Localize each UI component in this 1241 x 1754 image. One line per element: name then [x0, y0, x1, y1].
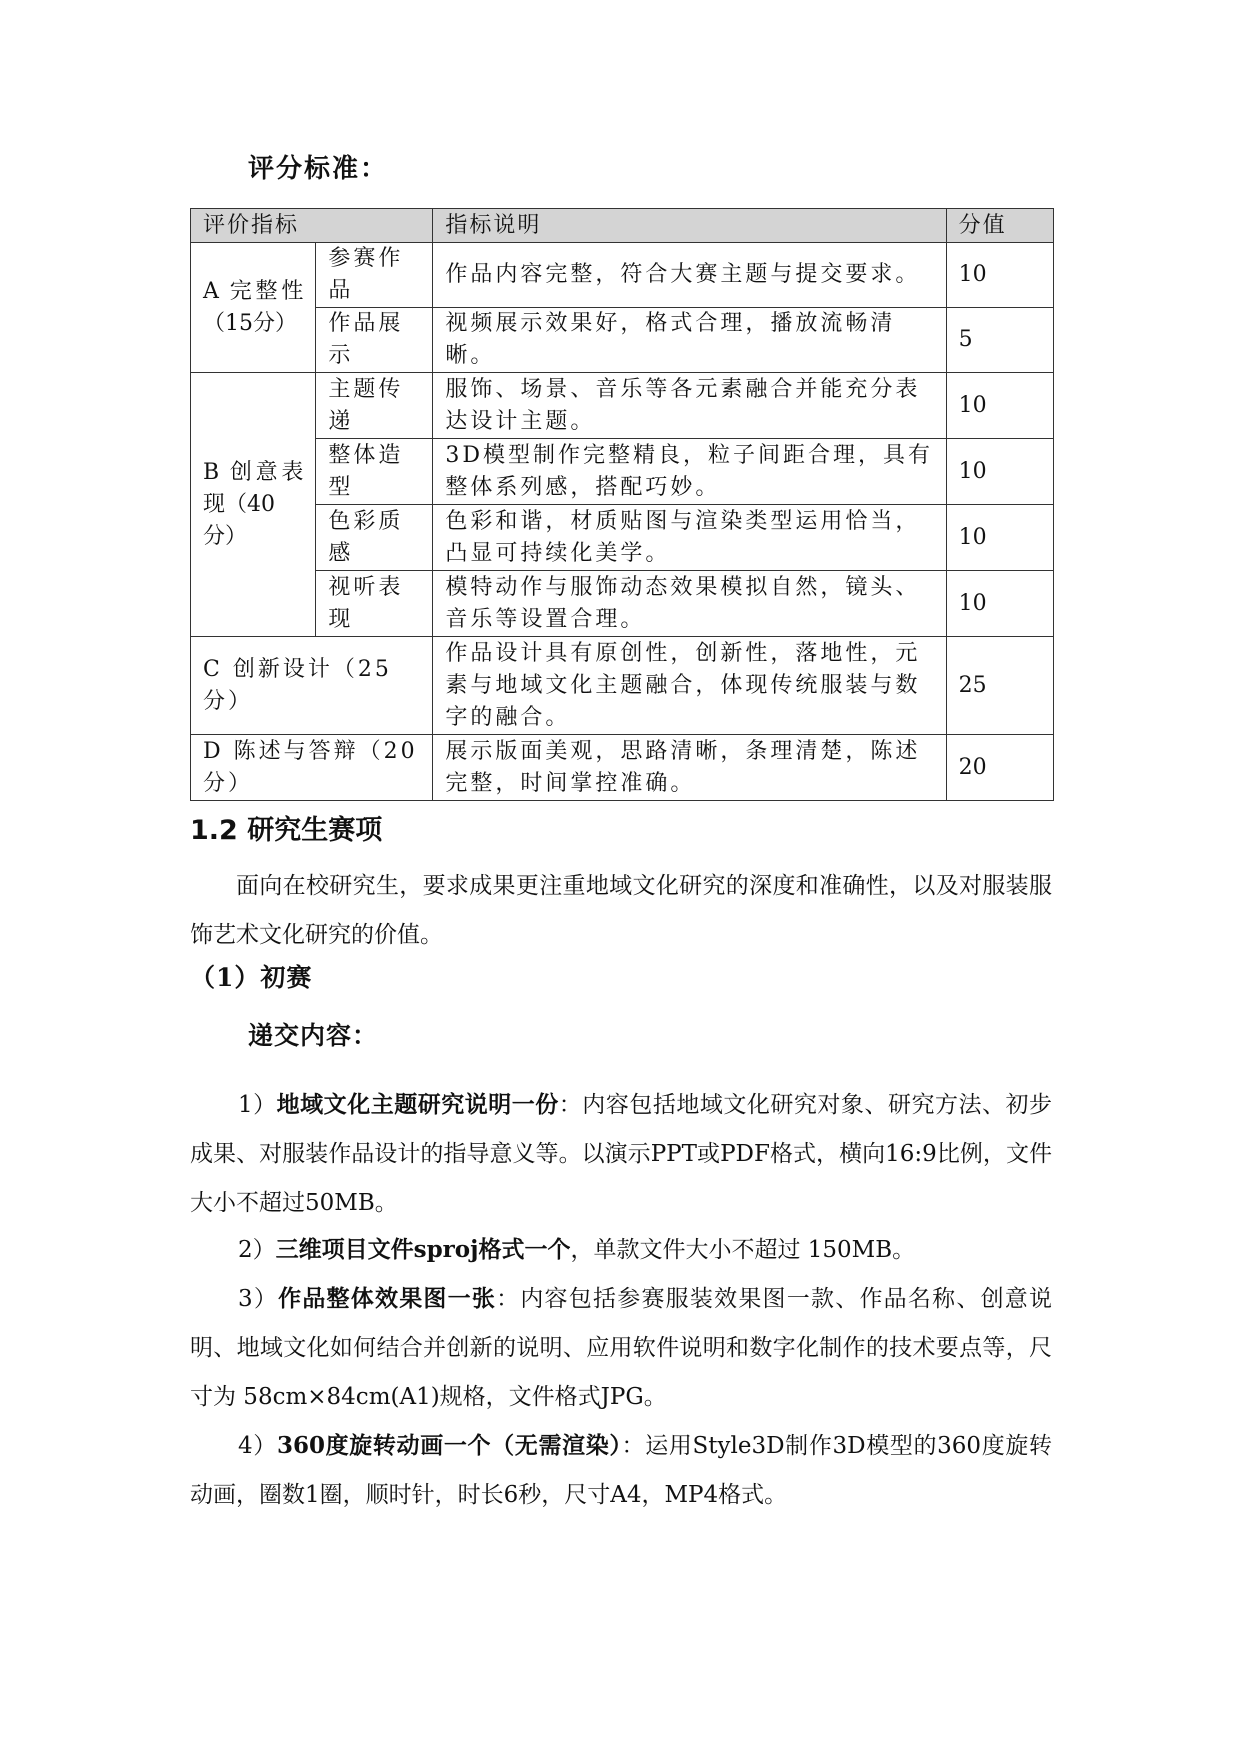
- criteria-table: [190, 208, 1054, 801]
- score-cell: 5: [946, 308, 1053, 373]
- sub-indicator: 整体造型: [316, 439, 433, 505]
- item-text: ：运用Style3D制作3D模型的360度旋转动画，圈数1圈，顺时针，时长6秒，尺寸A4，MP4格式。: [190, 1433, 1052, 1508]
- sub-indicator: 作品展示: [316, 308, 433, 373]
- sub-indicator: 色彩质感: [316, 505, 433, 571]
- item-number: 2）: [238, 1237, 276, 1263]
- description-cell: 3D模型制作完整精良，粒子间距合理，具有整体系列感，搭配巧妙。: [433, 439, 946, 505]
- description-cell: 服饰、场景、音乐等各元素融合并能充分表达设计主题。: [433, 373, 946, 439]
- category-b-line1: B 创意表: [203, 459, 304, 485]
- description-cell: 展示版面美观，思路清晰，条理清楚，陈述完整，时间掌控准确。: [433, 735, 946, 801]
- sub-indicator: 参赛作品: [316, 243, 433, 308]
- table-row: [191, 637, 1054, 735]
- table-row: [191, 243, 1054, 308]
- score-cell: 25: [946, 637, 1053, 735]
- item-number: 1）: [238, 1092, 277, 1118]
- table-row: [191, 571, 1054, 637]
- item-lead: 三维项目文件sproj格式一个: [275, 1236, 571, 1263]
- table-row: [191, 439, 1054, 505]
- description-cell: 视频展示效果好，格式合理，播放流畅清晰。: [433, 308, 946, 373]
- item-number: 3）: [238, 1286, 279, 1312]
- category-a-line1: A 完整性: [203, 278, 304, 304]
- sub-indicator: 视听表现: [316, 571, 433, 637]
- description-cell: 作品设计具有原创性，创新性，落地性，元素与地域文化主题融合，体现传统服装与数字的融合。: [433, 637, 946, 735]
- item-text: ：内容包括参赛服装效果图一款、作品名称、创意说明、地域文化如何结合并创新的说明、应用软件说明和数字化制作的技术要点等，尺寸为 58cm×84cm(A1)规格，文件格式JPG。: [190, 1286, 1053, 1410]
- header-score: 分值: [946, 209, 1053, 243]
- item-text: ：内容包括地域文化研究对象、研究方法、初步成果、对服装作品设计的指导意义等。以演示PPT或PDF格式，横向16:9比例，文件大小不超过50MB。: [190, 1092, 1053, 1216]
- category-cell-c: C 创新设计（25分）: [191, 637, 433, 735]
- category-cell-a: [191, 243, 316, 373]
- score-cell: 10: [946, 243, 1053, 308]
- score-cell: 10: [946, 373, 1053, 439]
- category-cell-d: D 陈述与答辩（20分）: [191, 735, 433, 801]
- list-item: [190, 1225, 1052, 1275]
- header-indicator: 评价指标: [191, 209, 433, 243]
- item-lead: 作品整体效果图一张: [278, 1285, 497, 1312]
- description-cell: 作品内容完整，符合大赛主题与提交要求。: [433, 243, 946, 308]
- score-cell: 10: [946, 571, 1053, 637]
- header-description: 指标说明: [433, 209, 946, 243]
- table-row: [191, 308, 1054, 373]
- list-item: [190, 1080, 1052, 1228]
- table-row: [191, 505, 1054, 571]
- score-cell: 10: [946, 439, 1053, 505]
- stage-heading: （1）初赛: [190, 963, 313, 992]
- score-heading: 评分标准：: [248, 154, 389, 184]
- sub-indicator: 主题传递: [316, 373, 433, 439]
- list-item: [190, 1274, 1052, 1422]
- score-cell: 10: [946, 505, 1053, 571]
- score-cell: 20: [946, 735, 1053, 801]
- description-cell: 色彩和谐，材质贴图与渲染类型运用恰当，凸显可持续化美学。: [433, 505, 946, 571]
- category-a-line2: （15分）: [203, 310, 297, 336]
- item-text: ，单款文件大小不超过 150MB。: [570, 1237, 916, 1263]
- section-title: 1.2 研究生赛项: [190, 815, 383, 846]
- item-lead: 地域文化主题研究说明一份: [276, 1091, 559, 1118]
- category-b-line2: 现（40分）: [203, 491, 275, 549]
- submit-heading: 递交内容：: [248, 1021, 379, 1050]
- description-cell: 模特动作与服饰动态效果模拟自然，镜头、音乐等设置合理。: [433, 571, 946, 637]
- table-header-row: [191, 209, 1054, 243]
- item-lead: 360度旋转动画一个（无需渲染）: [276, 1432, 622, 1459]
- table-row: [191, 735, 1054, 801]
- intro-paragraph: 面向在校研究生，要求成果更注重地域文化研究的深度和准确性，以及对服装服饰艺术文化研究的价值。: [190, 873, 1052, 948]
- table-row: [191, 373, 1054, 439]
- item-number: 4）: [238, 1433, 277, 1459]
- category-cell-b: [191, 373, 316, 637]
- list-item: [190, 1421, 1052, 1520]
